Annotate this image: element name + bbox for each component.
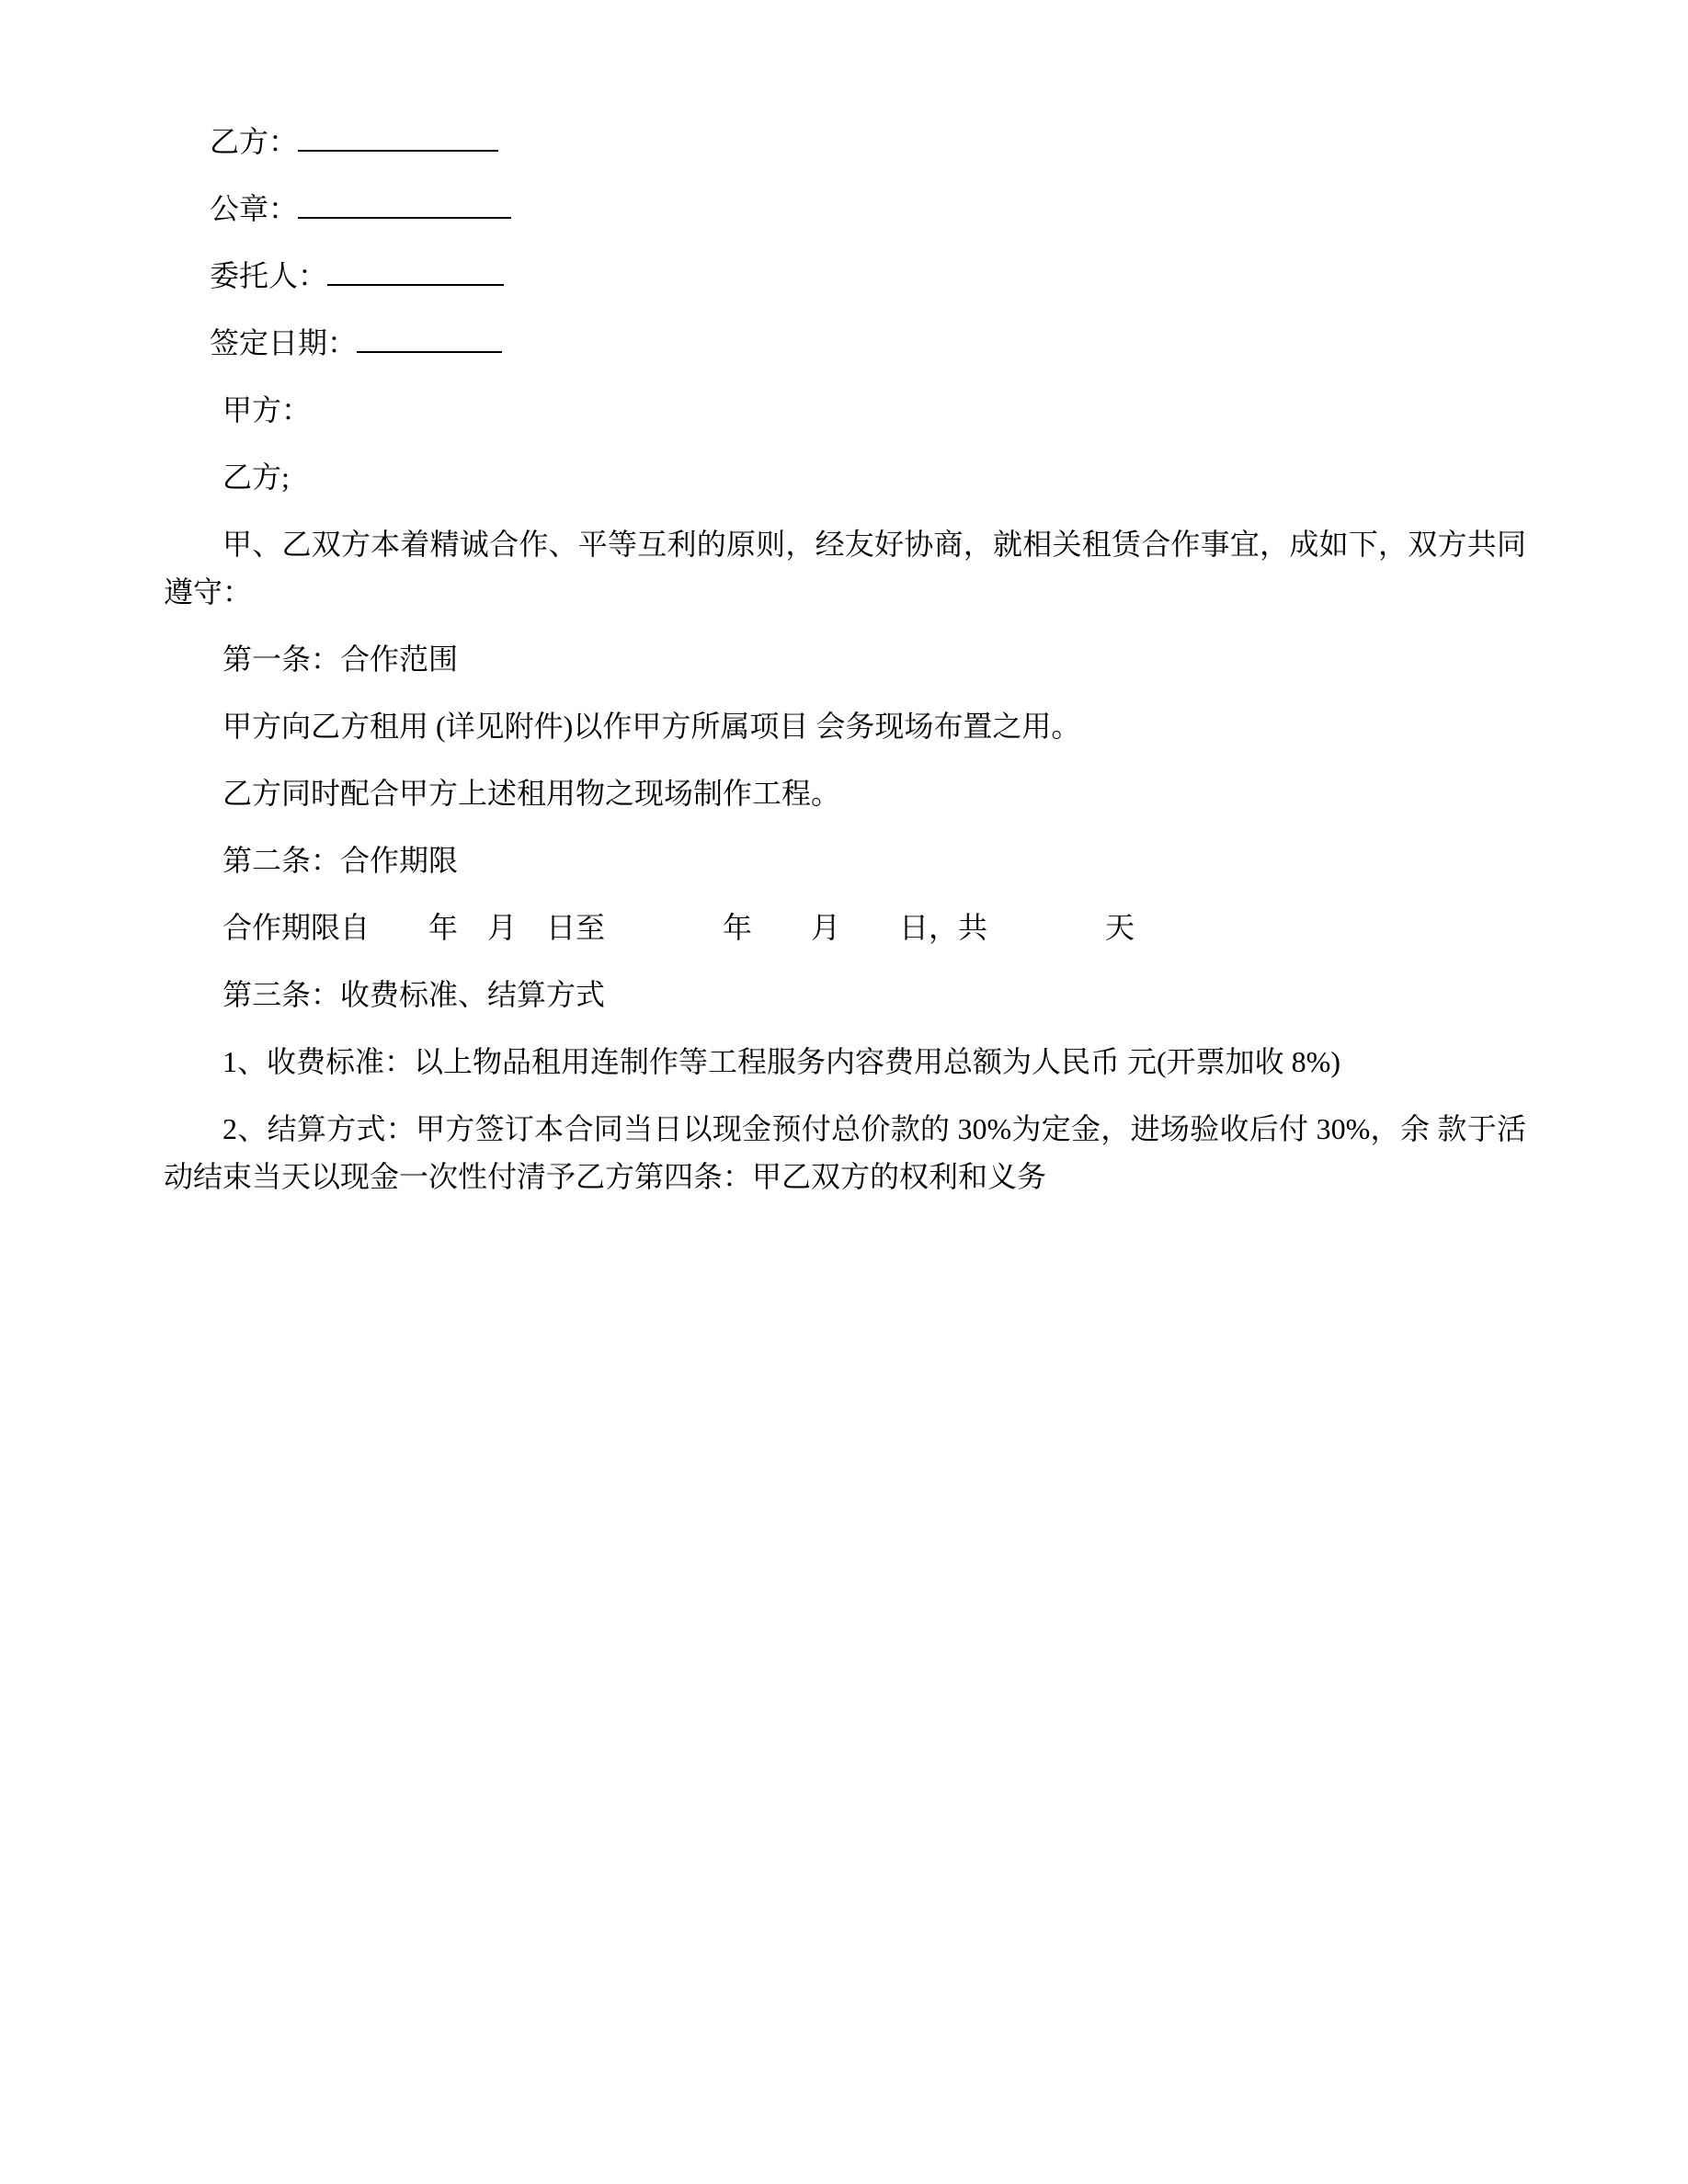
para-clause-3-settlement-method: 2、结算方式：甲方签订本合同当日以现金预付总价款的 30%为定金，进场验收后付 30%，余 款于活动结束当天以现金一次性付清予乙方第四条：甲乙双方的权利和义务	[164, 1112, 1526, 1193]
para-clause-2-term-dates: 合作期限自 年 月 日至 年 月 日，共 天	[222, 911, 1135, 944]
para-clause-1-production-support: 乙方同时配合甲方上述租用物之现场制作工程。	[222, 777, 841, 810]
fill-line-trustee-label: 委托人：	[210, 259, 328, 292]
para-clause-1-rental-scope: 甲方向乙方租用 (详见附件)以作甲方所属项目 会务现场布置之用。	[222, 710, 1081, 743]
signing-date-blank-underline	[357, 320, 502, 353]
para-preamble: 甲、乙双方本着精诚合作、平等互利的原则，经友好协商，就相关租赁合作事宜，成如下，双方共同遵守：	[164, 528, 1526, 609]
official-seal-blank-underline	[298, 186, 511, 219]
line-party-a: 甲方：	[222, 393, 312, 427]
party-b-blank-underline	[298, 119, 498, 152]
fill-line-official-seal	[164, 185, 1526, 233]
fill-line-party-b	[164, 118, 1526, 165]
heading-clause-2: 第二条：合作期限	[222, 844, 459, 877]
fill-line-signing-date-label: 签定日期：	[210, 326, 358, 359]
trustee-blank-underline	[327, 253, 504, 286]
line-party-b: 乙方;	[222, 461, 290, 494]
fill-line-official-seal-label: 公章：	[210, 192, 299, 225]
heading-clause-1: 第一条：合作范围	[222, 643, 459, 676]
para-clause-3-fee-standard: 1、收费标准：以上物品租用连制作等工程服务内容费用总额为人民币 元(开票加收 8%)	[222, 1045, 1340, 1078]
fill-line-trustee	[164, 252, 1526, 300]
heading-clause-3: 第三条：收费标准、结算方式	[222, 978, 606, 1011]
fill-line-party-b-label: 乙方：	[210, 125, 299, 158]
fill-line-signing-date	[164, 319, 1526, 367]
